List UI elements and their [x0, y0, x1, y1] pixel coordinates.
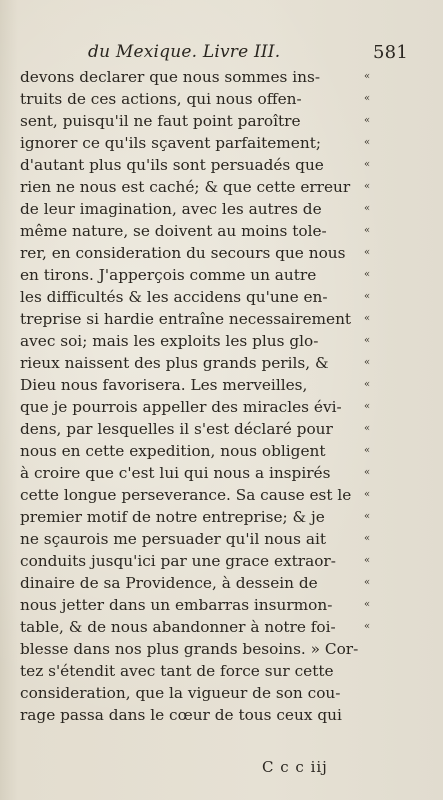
quotation-mark: «: [363, 423, 371, 434]
text-line: consideration, que la vigueur de son cou-: [20, 684, 341, 702]
quotation-mark: «: [363, 357, 371, 368]
text-line: rage passa dans le cœur de tous ceux qui: [20, 706, 342, 724]
text-line: d'autant plus qu'ils sont persuadés que: [20, 156, 324, 174]
text-line: devons declarer que nous sommes ins-: [20, 68, 321, 86]
text-line: dens, par lesquelles il s'est déclaré pour: [20, 420, 333, 438]
quotation-mark: «: [363, 71, 371, 82]
body-text: [20, 66, 380, 726]
running-title: du Mexique. Livre III.: [88, 42, 281, 62]
text-line: dinaire de sa Providence, à dessein de: [20, 574, 318, 592]
quotation-mark: «: [363, 489, 371, 500]
quotation-mark: «: [363, 533, 371, 544]
quotation-marks-column: [357, 66, 377, 638]
quotation-mark: «: [363, 291, 371, 302]
text-line: conduits jusqu'ici par une grace extraor-: [20, 552, 336, 570]
text-line: blesse dans nos plus grands besoins. » Cor-: [20, 640, 359, 658]
quotation-mark: «: [363, 467, 371, 478]
text-line: sent, puisqu'il ne faut point paroître: [20, 112, 301, 130]
quotation-mark: «: [363, 269, 371, 280]
quotation-mark: «: [363, 247, 371, 258]
quotation-mark: «: [363, 313, 371, 324]
text-line: avec soi; mais les exploits les plus glo-: [20, 332, 319, 350]
text-line: premier motif de notre entreprise; & je: [20, 508, 325, 526]
quotation-mark: «: [363, 599, 371, 610]
text-line: les difficultés & les accidens qu'une en-: [20, 288, 328, 306]
quotation-mark: «: [363, 115, 371, 126]
page-number: 581: [373, 42, 408, 63]
quotation-mark: «: [363, 203, 371, 214]
text-line: à croire que c'est lui qui nous a inspirés: [20, 464, 331, 482]
text-line: tez s'étendit avec tant de force sur cette: [20, 662, 334, 680]
text-line: ne sçaurois me persuader qu'il nous ait: [20, 530, 326, 548]
signature-mark: C c c iij: [262, 758, 328, 776]
quotation-mark: «: [363, 621, 371, 632]
text-line: table, & de nous abandonner à notre foi-: [20, 618, 336, 636]
text-line: rer, en consideration du secours que nous: [20, 244, 346, 262]
text-line: que je pourrois appeller des miracles évi-: [20, 398, 342, 416]
text-line: Dieu nous favorisera. Les merveilles,: [20, 376, 308, 394]
quotation-mark: «: [363, 181, 371, 192]
quotation-mark: «: [363, 225, 371, 236]
text-line: ignorer ce qu'ils sçavent parfaitement;: [20, 134, 322, 152]
quotation-mark: «: [363, 93, 371, 104]
text-line: même nature, se doivent au moins tole-: [20, 222, 327, 240]
quotation-mark: «: [363, 159, 371, 170]
text-line: truits de ces actions, qui nous offen-: [20, 90, 302, 108]
text-line: treprise si hardie entraîne necessairement: [20, 310, 352, 328]
quotation-mark: «: [363, 511, 371, 522]
text-line: cette longue perseverance. Sa cause est le: [20, 486, 352, 504]
quotation-mark: «: [363, 379, 371, 390]
text-line: de leur imagination, avec les autres de: [20, 200, 322, 218]
quotation-mark: «: [363, 577, 371, 588]
page-header: [88, 42, 408, 66]
quotation-mark: «: [363, 137, 371, 148]
text-line: nous jetter dans un embarras insurmon-: [20, 596, 333, 614]
text-line: rieux naissent des plus grands perils, &: [20, 354, 329, 372]
quotation-mark: «: [363, 555, 371, 566]
quotation-mark: «: [363, 335, 371, 346]
quotation-mark: «: [363, 445, 371, 456]
text-line: en tirons. J'apperçois comme un autre: [20, 266, 317, 284]
text-line: nous en cette expedition, nous obligent: [20, 442, 326, 460]
text-line: rien ne nous est caché; & que cette erreur: [20, 178, 351, 196]
quotation-mark: «: [363, 401, 371, 412]
